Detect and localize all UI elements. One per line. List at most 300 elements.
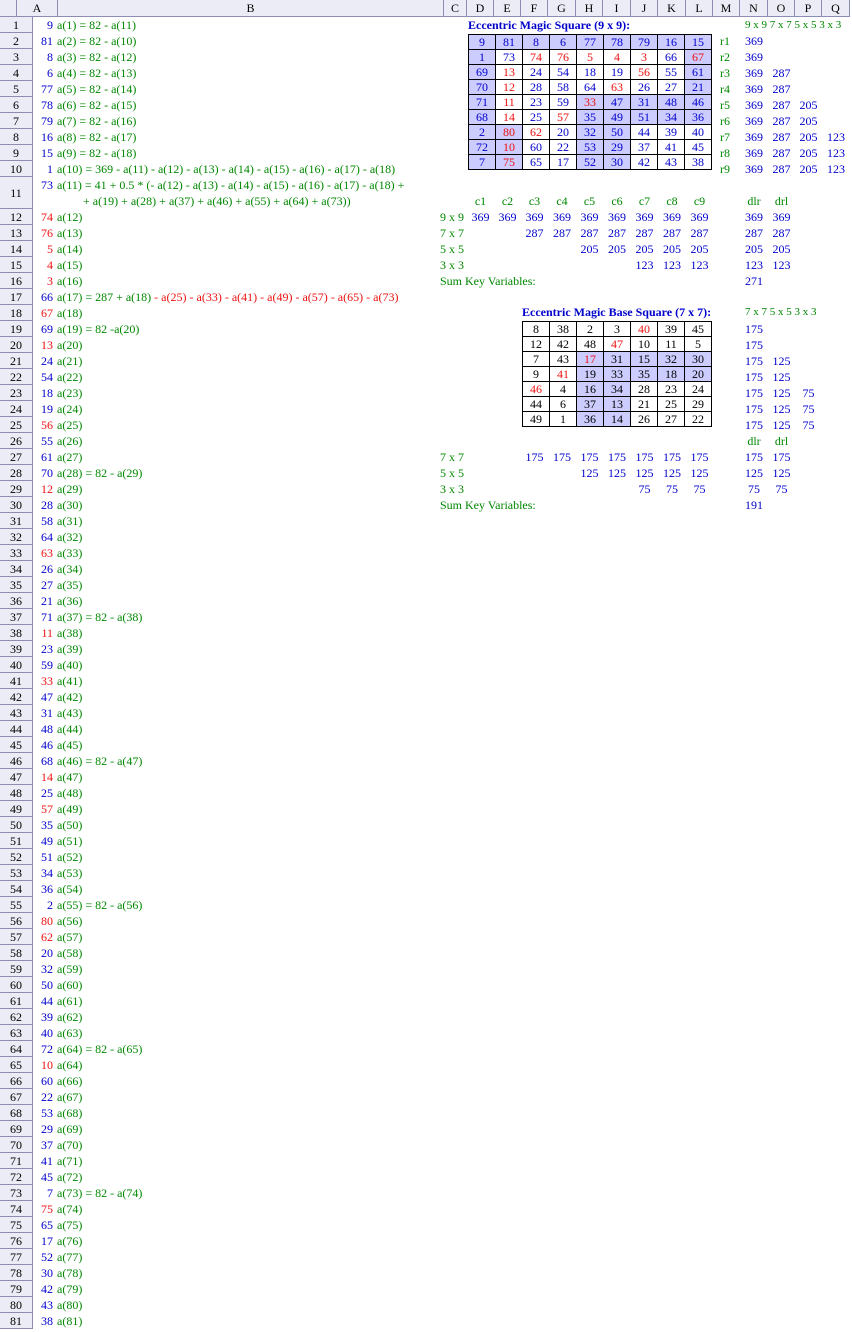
cell-a-value[interactable]: 67 — [41, 306, 53, 320]
cell-a-value[interactable]: 41 — [41, 1154, 53, 1168]
square7-cell[interactable]: 12 — [523, 337, 550, 352]
row-header-55[interactable]: 55 — [0, 897, 33, 913]
cell-b-formula[interactable]: a(44) — [57, 722, 83, 736]
row-header-52[interactable]: 52 — [0, 849, 33, 865]
cell-a-value[interactable]: 38 — [41, 1314, 53, 1328]
column-header-e[interactable]: E — [494, 0, 521, 17]
square9-cell[interactable]: 35 — [577, 110, 604, 125]
row-header-33[interactable]: 33 — [0, 545, 33, 561]
cell-b-formula[interactable]: a(21) — [57, 354, 83, 368]
cell-b-formula[interactable]: a(20) — [57, 338, 83, 352]
column-header-o[interactable]: O — [768, 0, 795, 17]
square7-cell[interactable]: 19 — [577, 367, 604, 382]
cell-b-formula[interactable]: a(27) — [57, 450, 83, 464]
square7-cell[interactable]: 14 — [604, 412, 631, 427]
row-header-14[interactable]: 14 — [0, 241, 33, 257]
square9-cell[interactable]: 42 — [631, 155, 658, 170]
cell-a-value[interactable]: 16 — [41, 130, 53, 144]
square9-cell[interactable]: 34 — [658, 110, 685, 125]
square9-cell[interactable]: 33 — [577, 95, 604, 110]
row-header-17[interactable]: 17 — [0, 289, 33, 305]
row-header-2[interactable]: 2 — [0, 33, 33, 49]
column-header-l[interactable]: L — [686, 0, 713, 17]
cell-b-formula[interactable]: a(5) = 82 - a(14) — [57, 82, 137, 96]
square9-cell[interactable]: 48 — [658, 95, 685, 110]
cell-b-formula[interactable]: a(74) — [57, 1202, 83, 1216]
square7-cell[interactable]: 23 — [658, 382, 685, 397]
row-header-30[interactable]: 30 — [0, 497, 33, 513]
cell-a-value[interactable]: 39 — [41, 1010, 53, 1024]
square9-cell[interactable]: 6 — [550, 35, 577, 50]
row-header-42[interactable]: 42 — [0, 689, 33, 705]
cell-b-formula[interactable]: a(57) — [57, 930, 83, 944]
cell-a-value[interactable]: 59 — [41, 658, 53, 672]
square9-cell[interactable]: 22 — [550, 140, 577, 155]
cell-a-value[interactable]: 68 — [41, 754, 53, 768]
cell-a-value[interactable]: 6 — [47, 66, 53, 80]
column-header-n[interactable]: N — [740, 0, 768, 17]
square9-cell[interactable]: 14 — [496, 110, 523, 125]
cell-a-value[interactable]: 33 — [41, 674, 53, 688]
row-header-81[interactable]: 81 — [0, 1313, 33, 1329]
square9-cell[interactable]: 49 — [604, 110, 631, 125]
square9-cell[interactable]: 7 — [469, 155, 496, 170]
cell-b-formula[interactable]: a(58) — [57, 946, 83, 960]
cell-a-value[interactable]: 57 — [41, 802, 53, 816]
square7-cell[interactable]: 4 — [550, 382, 577, 397]
square7-cell[interactable]: 28 — [631, 382, 658, 397]
row-header-37[interactable]: 37 — [0, 609, 33, 625]
square9-cell[interactable]: 61 — [685, 65, 712, 80]
column-header-i[interactable]: I — [603, 0, 631, 17]
square7-cell[interactable]: 38 — [550, 322, 577, 337]
row-header-24[interactable]: 24 — [0, 401, 33, 417]
row-header-11[interactable]: 11 — [0, 177, 33, 209]
square9-cell[interactable]: 77 — [577, 35, 604, 50]
cell-b-formula[interactable]: a(4) = 82 - a(13) — [57, 66, 137, 80]
square9-cell[interactable]: 78 — [604, 35, 631, 50]
square9-cell[interactable]: 2 — [469, 125, 496, 140]
square9-cell[interactable]: 41 — [658, 140, 685, 155]
cell-a-value[interactable]: 2 — [47, 898, 53, 912]
square7-cell[interactable]: 43 — [550, 352, 577, 367]
cell-b-formula[interactable]: a(70) — [57, 1138, 83, 1152]
square7-cell[interactable]: 11 — [658, 337, 685, 352]
cell-b-formula[interactable]: a(55) = 82 - a(56) — [57, 898, 143, 912]
cell-a-value[interactable]: 13 — [41, 338, 53, 352]
row-header-32[interactable]: 32 — [0, 529, 33, 545]
cell-a-value[interactable]: 45 — [41, 1170, 53, 1184]
square9-cell[interactable]: 37 — [631, 140, 658, 155]
column-header-m[interactable]: M — [713, 0, 740, 17]
cell-b-formula[interactable]: a(49) — [57, 802, 83, 816]
square7-cell[interactable]: 41 — [550, 367, 577, 382]
cell-a-value[interactable]: 49 — [41, 834, 53, 848]
square9-cell[interactable]: 8 — [523, 35, 550, 50]
cell-b-formula[interactable]: a(18) — [57, 306, 83, 320]
square9-cell[interactable]: 43 — [658, 155, 685, 170]
square9-cell[interactable]: 68 — [469, 110, 496, 125]
row-header-76[interactable]: 76 — [0, 1233, 33, 1249]
square9-cell[interactable]: 52 — [577, 155, 604, 170]
square9-cell[interactable]: 25 — [523, 110, 550, 125]
row-header-28[interactable]: 28 — [0, 465, 33, 481]
square9-cell[interactable]: 55 — [658, 65, 685, 80]
square9-cell[interactable]: 65 — [523, 155, 550, 170]
cell-b-formula[interactable]: a(79) — [57, 1282, 83, 1296]
cell-a-value[interactable]: 62 — [41, 930, 53, 944]
square7-cell[interactable]: 22 — [685, 412, 712, 427]
row-header-34[interactable]: 34 — [0, 561, 33, 577]
cell-b-formula[interactable]: a(71) — [57, 1154, 83, 1168]
square9-cell[interactable]: 13 — [496, 65, 523, 80]
cell-b-formula[interactable]: a(64) = 82 - a(65) — [57, 1042, 143, 1056]
square7-cell[interactable]: 6 — [550, 397, 577, 412]
row-header-18[interactable]: 18 — [0, 305, 33, 321]
cell-b-formula[interactable]: a(54) — [57, 882, 83, 896]
column-header-d[interactable]: D — [467, 0, 494, 17]
square9-cell[interactable]: 9 — [469, 35, 496, 50]
row-header-70[interactable]: 70 — [0, 1137, 33, 1153]
cell-a-value[interactable]: 22 — [41, 1090, 53, 1104]
row-header-36[interactable]: 36 — [0, 593, 33, 609]
cell-b-formula[interactable]: a(77) — [57, 1250, 83, 1264]
cell-a-value[interactable]: 63 — [41, 546, 53, 560]
cell-a-value[interactable]: 18 — [41, 386, 53, 400]
row-header-46[interactable]: 46 — [0, 753, 33, 769]
square7-cell[interactable]: 2 — [577, 322, 604, 337]
square7-cell[interactable]: 17 — [577, 352, 604, 367]
cell-b-formula[interactable]: a(76) — [57, 1234, 83, 1248]
square9-cell[interactable]: 63 — [604, 80, 631, 95]
cell-a-value[interactable]: 3 — [47, 274, 53, 288]
square7-cell[interactable]: 9 — [523, 367, 550, 382]
cell-a-value[interactable]: 50 — [41, 978, 53, 992]
cell-a-value[interactable]: 58 — [41, 514, 53, 528]
square9-cell[interactable]: 73 — [496, 50, 523, 65]
cell-b-formula[interactable]: a(8) = 82 - a(17) — [57, 130, 137, 144]
row-header-39[interactable]: 39 — [0, 641, 33, 657]
cell-a-value[interactable]: 51 — [41, 850, 53, 864]
cell-b-formula[interactable]: a(34) — [57, 562, 83, 576]
row-header-47[interactable]: 47 — [0, 769, 33, 785]
row-header-35[interactable]: 35 — [0, 577, 33, 593]
cell-b-formula[interactable]: a(7) = 82 - a(16) — [57, 114, 137, 128]
cell-a-value[interactable]: 65 — [41, 1218, 53, 1232]
square9-cell[interactable]: 16 — [658, 35, 685, 50]
cell-a-value[interactable]: 72 — [41, 1042, 53, 1056]
square9-cell[interactable]: 24 — [523, 65, 550, 80]
cell-b-formula[interactable]: a(35) — [57, 578, 83, 592]
row-header-75[interactable]: 75 — [0, 1217, 33, 1233]
square7-cell[interactable]: 18 — [658, 367, 685, 382]
row-header-56[interactable]: 56 — [0, 913, 33, 929]
square7-cell[interactable]: 37 — [577, 397, 604, 412]
row-header-65[interactable]: 65 — [0, 1057, 33, 1073]
cell-b-formula[interactable]: a(33) — [57, 546, 83, 560]
row-header-59[interactable]: 59 — [0, 961, 33, 977]
row-header-15[interactable]: 15 — [0, 257, 33, 273]
square9-cell[interactable]: 67 — [685, 50, 712, 65]
cell-a-value[interactable]: 37 — [41, 1138, 53, 1152]
cell-a-value[interactable]: 24 — [41, 354, 53, 368]
square9-cell[interactable]: 1 — [469, 50, 496, 65]
square7-cell[interactable]: 10 — [631, 337, 658, 352]
cell-a-value[interactable]: 9 — [47, 18, 53, 32]
cell-b-formula[interactable]: a(63) — [57, 1026, 83, 1040]
row-header-31[interactable]: 31 — [0, 513, 33, 529]
cell-a-value[interactable]: 80 — [41, 914, 53, 928]
square9-cell[interactable]: 60 — [523, 140, 550, 155]
cell-a-value[interactable]: 12 — [41, 482, 53, 496]
cell-b-formula[interactable]: a(48) — [57, 786, 83, 800]
row-header-77[interactable]: 77 — [0, 1249, 33, 1265]
cell-b-formula[interactable]: a(40) — [57, 658, 83, 672]
cell-b-formula[interactable]: a(78) — [57, 1266, 83, 1280]
square9-cell[interactable]: 28 — [523, 80, 550, 95]
cell-b-formula[interactable]: a(73) = 82 - a(74) — [57, 1186, 143, 1200]
row-header-48[interactable]: 48 — [0, 785, 33, 801]
cell-a-value[interactable]: 64 — [41, 530, 53, 544]
cell-a-value[interactable]: 66 — [41, 290, 53, 304]
row-header-69[interactable]: 69 — [0, 1121, 33, 1137]
square9-cell[interactable]: 64 — [577, 80, 604, 95]
column-header-c[interactable]: C — [444, 0, 467, 17]
cell-b-formula[interactable]: a(68) — [57, 1106, 83, 1120]
row-header-38[interactable]: 38 — [0, 625, 33, 641]
square7-cell[interactable]: 42 — [550, 337, 577, 352]
cell-b-formula[interactable]: a(69) — [57, 1122, 83, 1136]
cell-b-formula[interactable]: a(2) = 82 - a(10) — [57, 34, 137, 48]
square9-cell[interactable]: 40 — [685, 125, 712, 140]
square7-cell[interactable]: 27 — [658, 412, 685, 427]
row-header-74[interactable]: 74 — [0, 1201, 33, 1217]
square9-cell[interactable]: 19 — [604, 65, 631, 80]
cell-b-formula[interactable]: a(10) = 369 - a(11) - a(12) - a(13) - a(14) - a(15) - a(16) - a(17) - a(18) — [57, 162, 396, 176]
square7-cell[interactable]: 26 — [631, 412, 658, 427]
square7-cell[interactable]: 29 — [685, 397, 712, 412]
row-header-66[interactable]: 66 — [0, 1073, 33, 1089]
column-header-b[interactable]: B — [58, 0, 444, 17]
cell-a-value[interactable]: 8 — [47, 50, 53, 64]
row-header-53[interactable]: 53 — [0, 865, 33, 881]
row-header-9[interactable]: 9 — [0, 145, 33, 161]
square9-cell[interactable]: 80 — [496, 125, 523, 140]
row-header-44[interactable]: 44 — [0, 721, 33, 737]
cell-b-formula[interactable]: a(81) — [57, 1314, 83, 1328]
square9-cell[interactable]: 10 — [496, 140, 523, 155]
cell-a-value[interactable]: 20 — [41, 946, 53, 960]
square9-cell[interactable]: 62 — [523, 125, 550, 140]
cell-b-formula[interactable]: a(11) = 41 + 0.5 * (- a(12) - a(13) - a(14) - a(15) - a(16) - a(17) - a(18) + — [57, 178, 405, 192]
square9-cell[interactable]: 81 — [496, 35, 523, 50]
row-header-63[interactable]: 63 — [0, 1025, 33, 1041]
square9-cell[interactable]: 54 — [550, 65, 577, 80]
square9-cell[interactable]: 57 — [550, 110, 577, 125]
cell-a-value[interactable]: 1 — [47, 162, 53, 176]
square9-cell[interactable]: 23 — [523, 95, 550, 110]
cell-a-value[interactable]: 54 — [41, 370, 53, 384]
cell-a-value[interactable]: 35 — [41, 818, 53, 832]
cell-a-value[interactable]: 47 — [41, 690, 53, 704]
cell-a-value[interactable]: 4 — [47, 258, 53, 272]
row-header-68[interactable]: 68 — [0, 1105, 33, 1121]
cell-b-formula[interactable]: a(6) = 82 - a(15) — [57, 98, 137, 112]
cell-b-formula[interactable]: a(39) — [57, 642, 83, 656]
row-header-71[interactable]: 71 — [0, 1153, 33, 1169]
cell-b-formula[interactable]: a(64) — [57, 1058, 83, 1072]
row-header-73[interactable]: 73 — [0, 1185, 33, 1201]
cell-b-formula[interactable]: a(3) = 82 - a(12) — [57, 50, 137, 64]
square9-cell[interactable]: 5 — [577, 50, 604, 65]
square9-cell[interactable]: 45 — [685, 140, 712, 155]
cell-b-formula[interactable]: a(67) — [57, 1090, 83, 1104]
square7-cell[interactable]: 35 — [631, 367, 658, 382]
cell-b-formula[interactable]: a(45) — [57, 738, 83, 752]
row-header-64[interactable]: 64 — [0, 1041, 33, 1057]
cell-a-value[interactable]: 70 — [41, 466, 53, 480]
square9-cell[interactable]: 47 — [604, 95, 631, 110]
cell-a-value[interactable]: 42 — [41, 1282, 53, 1296]
row-header-41[interactable]: 41 — [0, 673, 33, 689]
cell-b-formula[interactable]: a(22) — [57, 370, 83, 384]
square9-cell[interactable]: 21 — [685, 80, 712, 95]
square7-cell[interactable]: 49 — [523, 412, 550, 427]
square7-cell[interactable]: 48 — [577, 337, 604, 352]
square7-cell[interactable]: 46 — [523, 382, 550, 397]
cell-b-formula[interactable]: a(13) — [57, 226, 83, 240]
row-header-60[interactable]: 60 — [0, 977, 33, 993]
row-header-57[interactable]: 57 — [0, 929, 33, 945]
cell-b-formula[interactable]: a(50) — [57, 818, 83, 832]
cell-b-formula[interactable]: a(52) — [57, 850, 83, 864]
square9-cell[interactable]: 58 — [550, 80, 577, 95]
cell-a-value[interactable]: 32 — [41, 962, 53, 976]
select-all-corner[interactable] — [0, 0, 17, 17]
square7-cell[interactable]: 20 — [685, 367, 712, 382]
square9-cell[interactable]: 18 — [577, 65, 604, 80]
square7-cell[interactable]: 34 — [604, 382, 631, 397]
square7-cell[interactable]: 8 — [523, 322, 550, 337]
cell-a-value[interactable]: 69 — [41, 322, 53, 336]
cell-b-formula[interactable]: a(75) — [57, 1218, 83, 1232]
column-header-k[interactable]: K — [658, 0, 686, 17]
row-header-58[interactable]: 58 — [0, 945, 33, 961]
row-header-61[interactable]: 61 — [0, 993, 33, 1009]
square9-cell[interactable]: 56 — [631, 65, 658, 80]
cell-b-formula[interactable]: a(51) — [57, 834, 83, 848]
row-header-43[interactable]: 43 — [0, 705, 33, 721]
cell-b-formula[interactable]: a(19) = 82 -a(20) — [57, 322, 140, 336]
cell-b-formula[interactable]: a(38) — [57, 626, 83, 640]
cell-a-value[interactable]: 61 — [41, 450, 53, 464]
square7-cell[interactable]: 36 — [577, 412, 604, 427]
square9-cell[interactable]: 72 — [469, 140, 496, 155]
cell-b-formula[interactable]: a(26) — [57, 434, 83, 448]
cell-b-formula[interactable]: a(36) — [57, 594, 83, 608]
row-header-7[interactable]: 7 — [0, 113, 33, 129]
row-header-80[interactable]: 80 — [0, 1297, 33, 1313]
row-header-50[interactable]: 50 — [0, 817, 33, 833]
square9-cell[interactable]: 29 — [604, 140, 631, 155]
square9-cell[interactable]: 26 — [631, 80, 658, 95]
square7-cell[interactable]: 7 — [523, 352, 550, 367]
row-header-62[interactable]: 62 — [0, 1009, 33, 1025]
cell-b-formula[interactable]: a(15) — [57, 258, 83, 272]
row-header-25[interactable]: 25 — [0, 417, 33, 433]
cell-b-formula[interactable]: a(60) — [57, 978, 83, 992]
row-header-1[interactable]: 1 — [0, 17, 33, 33]
square9-cell[interactable]: 30 — [604, 155, 631, 170]
cell-b-formula[interactable]: a(24) — [57, 402, 83, 416]
cell-a-value[interactable]: 56 — [41, 418, 53, 432]
square9-cell[interactable]: 32 — [577, 125, 604, 140]
square9-cell[interactable]: 20 — [550, 125, 577, 140]
cell-a-value[interactable]: 75 — [41, 1202, 53, 1216]
cell-a-value[interactable]: 43 — [41, 1298, 53, 1312]
row-header-79[interactable]: 79 — [0, 1281, 33, 1297]
cell-a-value[interactable]: 25 — [41, 786, 53, 800]
row-header-4[interactable]: 4 — [0, 65, 33, 81]
column-header-f[interactable]: F — [521, 0, 548, 17]
cell-a-value[interactable]: 77 — [41, 82, 53, 96]
square7-cell[interactable]: 3 — [604, 322, 631, 337]
cell-b-formula[interactable]: a(53) — [57, 866, 83, 880]
column-header-g[interactable]: G — [548, 0, 576, 17]
cell-a-value[interactable]: 73 — [41, 178, 53, 192]
column-header-j[interactable]: J — [631, 0, 658, 17]
cell-a-value[interactable]: 28 — [41, 498, 53, 512]
cell-a-value[interactable]: 5 — [47, 242, 53, 256]
cell-a-value[interactable]: 19 — [41, 402, 53, 416]
cell-a-value[interactable]: 21 — [41, 594, 53, 608]
row-header-54[interactable]: 54 — [0, 881, 33, 897]
square7-cell[interactable]: 32 — [658, 352, 685, 367]
cell-a-value[interactable]: 71 — [41, 610, 53, 624]
row-header-40[interactable]: 40 — [0, 657, 33, 673]
square9-cell[interactable]: 79 — [631, 35, 658, 50]
row-header-6[interactable]: 6 — [0, 97, 33, 113]
row-header-5[interactable]: 5 — [0, 81, 33, 97]
cell-b-formula[interactable]: a(28) = 82 - a(29) — [57, 466, 143, 480]
square9-cell[interactable]: 4 — [604, 50, 631, 65]
square9-cell[interactable]: 53 — [577, 140, 604, 155]
cell-b-formula[interactable]: a(46) = 82 - a(47) — [57, 754, 143, 768]
cell-a-value[interactable]: 40 — [41, 1026, 53, 1040]
square9-cell[interactable]: 70 — [469, 80, 496, 95]
cell-a-value[interactable]: 74 — [41, 210, 53, 224]
square9-cell[interactable]: 17 — [550, 155, 577, 170]
cell-a-value[interactable]: 15 — [41, 146, 53, 160]
square9-cell[interactable]: 31 — [631, 95, 658, 110]
square9-cell[interactable]: 15 — [685, 35, 712, 50]
cell-b-formula[interactable]: a(47) — [57, 770, 83, 784]
cell-b-formula[interactable]: a(31) — [57, 514, 83, 528]
square9-cell[interactable]: 51 — [631, 110, 658, 125]
square9-cell[interactable]: 39 — [658, 125, 685, 140]
cell-b-formula[interactable]: a(23) — [57, 386, 83, 400]
cell-a-value[interactable]: 60 — [41, 1074, 53, 1088]
cell-a-value[interactable]: 11 — [41, 626, 53, 640]
cell-a-value[interactable]: 76 — [41, 226, 53, 240]
cell-a-value[interactable]: 48 — [41, 722, 53, 736]
square9-cell[interactable]: 76 — [550, 50, 577, 65]
cell-a-value[interactable]: 7 — [47, 1186, 53, 1200]
square9-cell[interactable]: 11 — [496, 95, 523, 110]
square7-cell[interactable]: 44 — [523, 397, 550, 412]
cell-b-formula[interactable]: a(80) — [57, 1298, 83, 1312]
row-header-8[interactable]: 8 — [0, 129, 33, 145]
